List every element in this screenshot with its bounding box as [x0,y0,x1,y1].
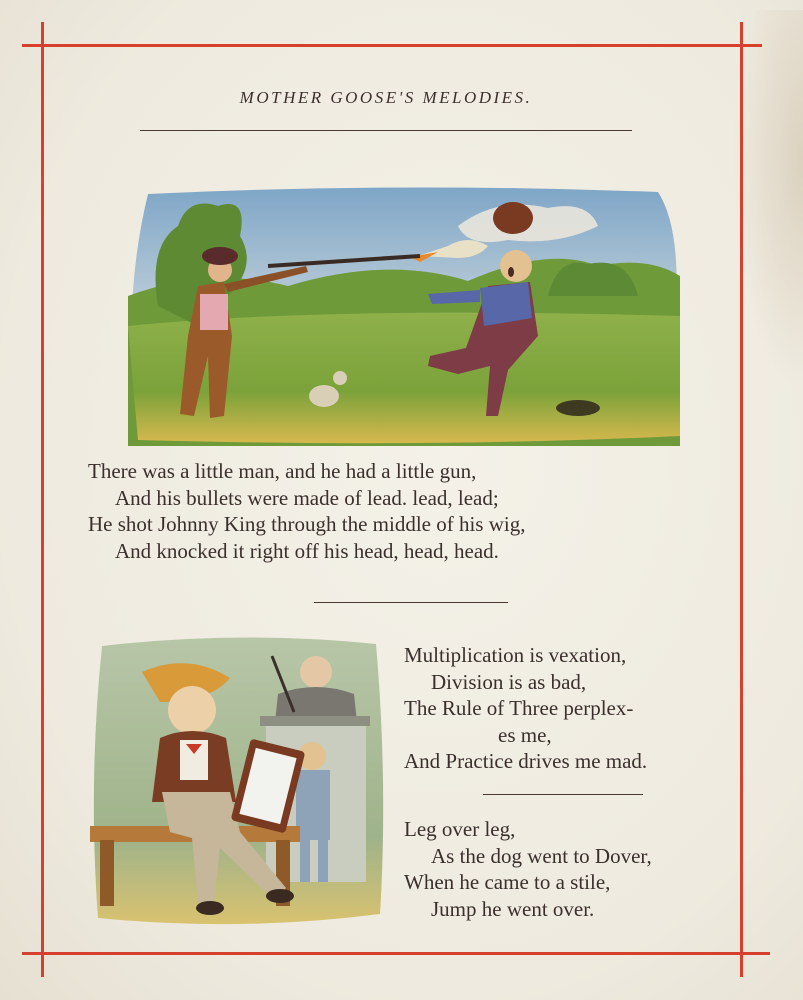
paper-stain [733,10,803,390]
poem-line: And knocked it right off his head, head, head. [115,538,499,563]
section-divider [483,794,643,795]
title-divider [140,130,632,131]
border-right [740,22,743,977]
page-title: MOTHER GOOSE'S MELODIES. [239,88,533,107]
poem-line: And his bullets were made of lead. lead, lead; [115,485,499,510]
poem-line: Leg over leg, [404,817,516,841]
schoolboy-illustration [90,632,386,932]
border-top [22,44,762,47]
poem-line: He shot Johnny King through the middle of his wig, [88,512,526,536]
poem-little-man [88,458,525,564]
poem-leg-over-leg [404,816,652,922]
poem-line: Multiplication is vexation, [404,643,627,667]
poem-line: es me, [498,722,552,747]
section-divider [314,602,508,603]
flying-wig [493,202,533,234]
dropped-hat [556,400,600,416]
border-left [41,22,44,977]
poem-line: As the dog went to Dover, [431,843,652,868]
poem-line: The Rule of Three perplex- [404,696,634,720]
poem-line: When he came to a stile, [404,870,611,894]
border-bottom [22,952,770,955]
poem-multiplication [404,642,647,775]
poem-line: There was a little man, and he had a little gun, [88,459,477,483]
poem-line: Jump he went over. [431,896,595,921]
poem-line: And Practice drives me mad. [404,749,648,773]
poem-line: Division is as bad, [431,669,587,694]
gun-illustration [128,186,680,446]
